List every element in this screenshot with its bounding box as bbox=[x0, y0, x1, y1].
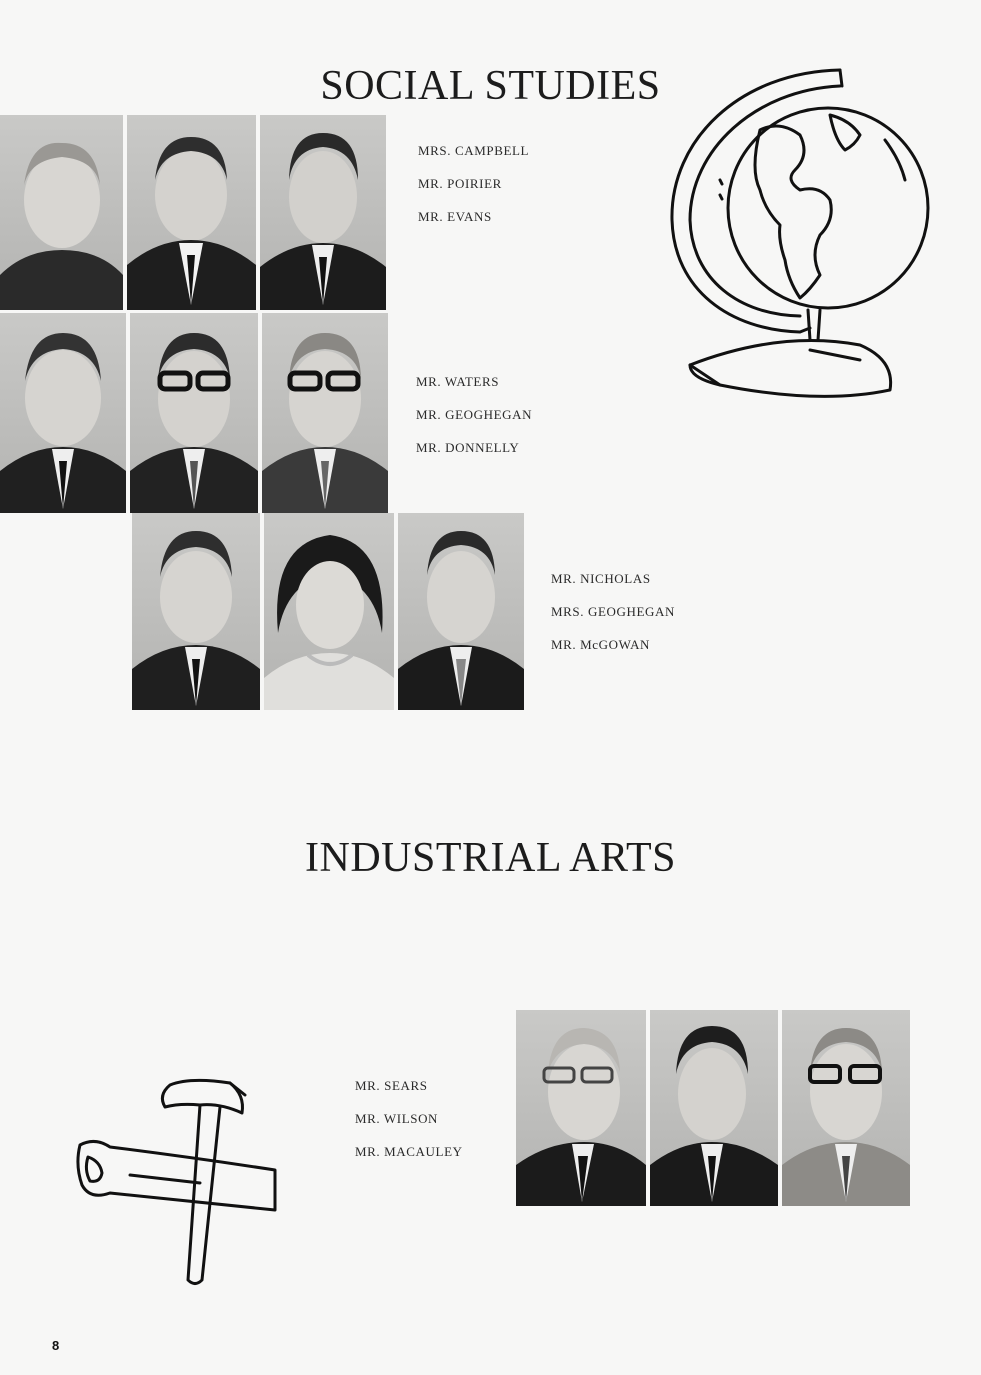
portrait-photo-nicholas bbox=[132, 513, 260, 710]
portrait-photo-mrs-geoghegan bbox=[264, 513, 394, 710]
page-number: 8 bbox=[52, 1338, 60, 1353]
name-list-row-1 bbox=[418, 134, 529, 233]
portrait-photo-campbell bbox=[0, 115, 123, 310]
teacher-name: MR. MACAULEY bbox=[355, 1144, 463, 1159]
name-list-industrial-arts bbox=[355, 1069, 463, 1168]
portrait-photo-poirier bbox=[127, 115, 256, 310]
portrait-photo-mcgowan bbox=[398, 513, 524, 710]
teacher-name: MR. WILSON bbox=[355, 1111, 439, 1126]
teacher-name: MRS. GEOGHEGAN bbox=[551, 604, 675, 619]
teacher-name: MR. POIRIER bbox=[418, 176, 502, 191]
teacher-name: MR. WATERS bbox=[416, 374, 500, 389]
portrait-photo-geoghegan bbox=[130, 313, 258, 513]
teacher-name: MR. EVANS bbox=[418, 209, 492, 224]
teacher-name: MR. DONNELLY bbox=[416, 440, 520, 455]
portrait-photo-wilson bbox=[650, 1010, 778, 1206]
section-title-industrial-arts: INDUSTRIAL ARTS bbox=[305, 835, 676, 882]
teacher-name: MRS. CAMPBELL bbox=[418, 143, 530, 158]
teacher-name: MR. NICHOLAS bbox=[551, 571, 651, 586]
teacher-name: MR. McGOWAN bbox=[551, 637, 651, 652]
portrait-photo-evans bbox=[260, 115, 386, 310]
portrait-photo-waters bbox=[0, 313, 126, 513]
section-title-social-studies: SOCIAL STUDIES bbox=[320, 63, 661, 110]
portrait-photo-donnelly bbox=[262, 313, 388, 513]
name-list-row-3 bbox=[551, 562, 675, 661]
name-list-row-2 bbox=[416, 365, 532, 464]
hammer-and-saw-illustration bbox=[70, 1075, 285, 1290]
teacher-name: MR. SEARS bbox=[355, 1078, 428, 1093]
teacher-name: MR. GEOGHEGAN bbox=[416, 407, 533, 422]
globe-illustration bbox=[660, 60, 940, 420]
portrait-photo-macauley bbox=[782, 1010, 910, 1206]
portrait-photo-sears bbox=[516, 1010, 646, 1206]
